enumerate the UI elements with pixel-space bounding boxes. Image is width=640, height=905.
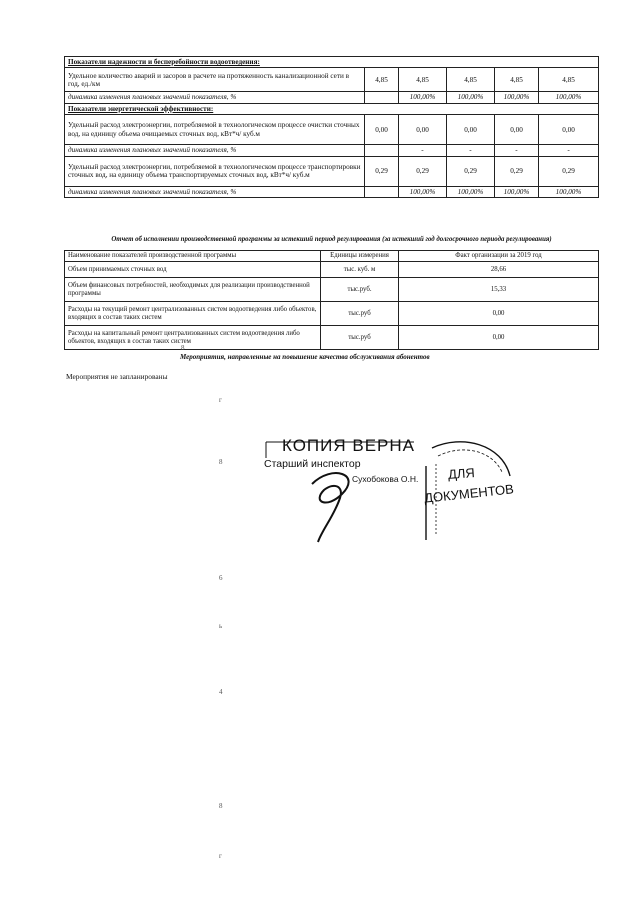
dynamics-value: 100,00% (399, 186, 447, 197)
table-row (65, 278, 599, 302)
dynamics-value: - (495, 145, 539, 156)
measures-text: Мероприятия не запланированы (66, 372, 168, 381)
signature-icon (272, 464, 392, 544)
table-row (65, 186, 599, 197)
indicator-value: 0,00 (495, 115, 539, 145)
stamp-name: Сухобокова О.Н. (352, 474, 419, 484)
indicator-value: 4,85 (399, 68, 447, 92)
dynamics-value: 100,00% (539, 186, 599, 197)
indicator-value: 0,29 (539, 156, 599, 186)
table-row (65, 115, 599, 145)
indicator-value: 4,85 (447, 68, 495, 92)
indicator-value: 0,00 (399, 115, 447, 145)
row-name: Объем финансовых потребностей, необходимых для реализации производственной программы (65, 278, 321, 302)
indicator-value: 4,85 (539, 68, 599, 92)
dynamics-value (365, 145, 399, 156)
indicator-value: 0,00 (447, 115, 495, 145)
dynamics-value: - (447, 145, 495, 156)
row-unit: тыс.руб (321, 302, 399, 326)
dynamics-value (365, 92, 399, 103)
indicator-value: 0,00 (365, 115, 399, 145)
table-row (65, 302, 599, 326)
indicator-value: 4,85 (365, 68, 399, 92)
dynamics-value: 100,00% (495, 186, 539, 197)
row-value: 0,00 (399, 302, 599, 326)
seal-text: ДЛЯ (447, 465, 476, 482)
table-row (65, 145, 599, 156)
dynamics-value: - (539, 145, 599, 156)
dynamics-label: динамика изменения плановых значений показателя, % (65, 92, 365, 103)
indicator-label: Удельное количество аварий и засоров в расчете на протяженность канализационной сети в год, ед./км (65, 68, 365, 92)
dynamics-value: 100,00% (495, 92, 539, 103)
measures-title: Мероприятия, направленные на повышение качества обслуживания абонентов (180, 353, 430, 361)
stamp-copy-text: КОПИЯ ВЕРНА (282, 436, 416, 455)
stamp-position: Старший инспектор (264, 458, 361, 470)
margin-mark: ь (219, 622, 223, 630)
dynamics-value: 100,00% (447, 92, 495, 103)
dynamics-value: 100,00% (539, 92, 599, 103)
table-row (65, 68, 599, 92)
dynamics-value (365, 186, 399, 197)
margin-mark: 4 (219, 688, 223, 696)
indicator-label: Удельный расход электроэнергии, потребляемой в технологическом процессе очистки сточных вод, на единицу объема очищаемых сточных вод, кВт*ч/ куб.м (65, 115, 365, 145)
indicator-value: 0,29 (365, 156, 399, 186)
report-title-row (65, 230, 599, 251)
dynamics-value: 100,00% (399, 92, 447, 103)
row-value: 0,00 (399, 326, 599, 350)
margin-mark: г (219, 852, 222, 860)
table-header-row (65, 251, 599, 262)
indicators-table (64, 56, 599, 198)
indicator-value: 0,29 (447, 156, 495, 186)
table-row (65, 326, 599, 350)
row-name: Объем принимаемых сточных вод (65, 262, 321, 278)
indicator-value: 0,29 (495, 156, 539, 186)
table-row (65, 156, 599, 186)
copy-stamp (252, 432, 522, 550)
dynamics-label: динамика изменения плановых значений показателя, % (65, 145, 365, 156)
margin-mark: 6 (219, 574, 223, 582)
dynamics-label: динамика изменения плановых значений показателя, % (65, 186, 365, 197)
column-header: Факт организации за 2019 год (399, 251, 599, 262)
energy-header: Показатели энергетической эффективности: (65, 103, 599, 114)
row-unit: тыс.руб (321, 326, 399, 350)
reliability-header: Показатели надежности и бесперебойности водоотведения: (65, 57, 599, 68)
indicator-value: 0,00 (539, 115, 599, 145)
column-header: Наименование показателей производственной программы (65, 251, 321, 262)
indicator-value: 0,29 (399, 156, 447, 186)
indicator-label: Удельный расход электроэнергии, потребляемой в технологическом процессе транспортировки сточных вод, на единицу объема транспортируемых сточных вод, кВт*ч/ куб.м (65, 156, 365, 186)
indicator-value: 4,85 (495, 68, 539, 92)
margin-mark: 8 (219, 802, 223, 810)
report-title: Отчет об исполнении производственной программы за истекший период регулирования (за истекший год долгосрочного периода регулирования) (111, 236, 552, 243)
row-name: Расходы на текущий ремонт централизованных систем водоотведения либо объектов, входящих в состав таких систем (65, 302, 321, 326)
dynamics-value: 100,00% (447, 186, 495, 197)
row-name: Расходы на капитальный ремонт централизованных систем водоотведения либо объектов, входящих в состав таких систем (65, 326, 321, 350)
table-row (65, 92, 599, 103)
column-header: Единицы измерения (321, 251, 399, 262)
table-row (65, 262, 599, 278)
margin-mark: 8 (181, 344, 185, 352)
seal-text: ДОКУМЕНТОВ (423, 481, 515, 506)
row-unit: тыс. куб. м (321, 262, 399, 278)
reliability-header-row (65, 57, 599, 68)
margin-mark: г (219, 396, 222, 404)
dynamics-value: - (399, 145, 447, 156)
row-value: 15,33 (399, 278, 599, 302)
margin-mark: 8 (219, 458, 223, 466)
energy-header-row (65, 103, 599, 114)
row-unit: тыс.руб. (321, 278, 399, 302)
report-table (64, 230, 599, 350)
row-value: 28,66 (399, 262, 599, 278)
